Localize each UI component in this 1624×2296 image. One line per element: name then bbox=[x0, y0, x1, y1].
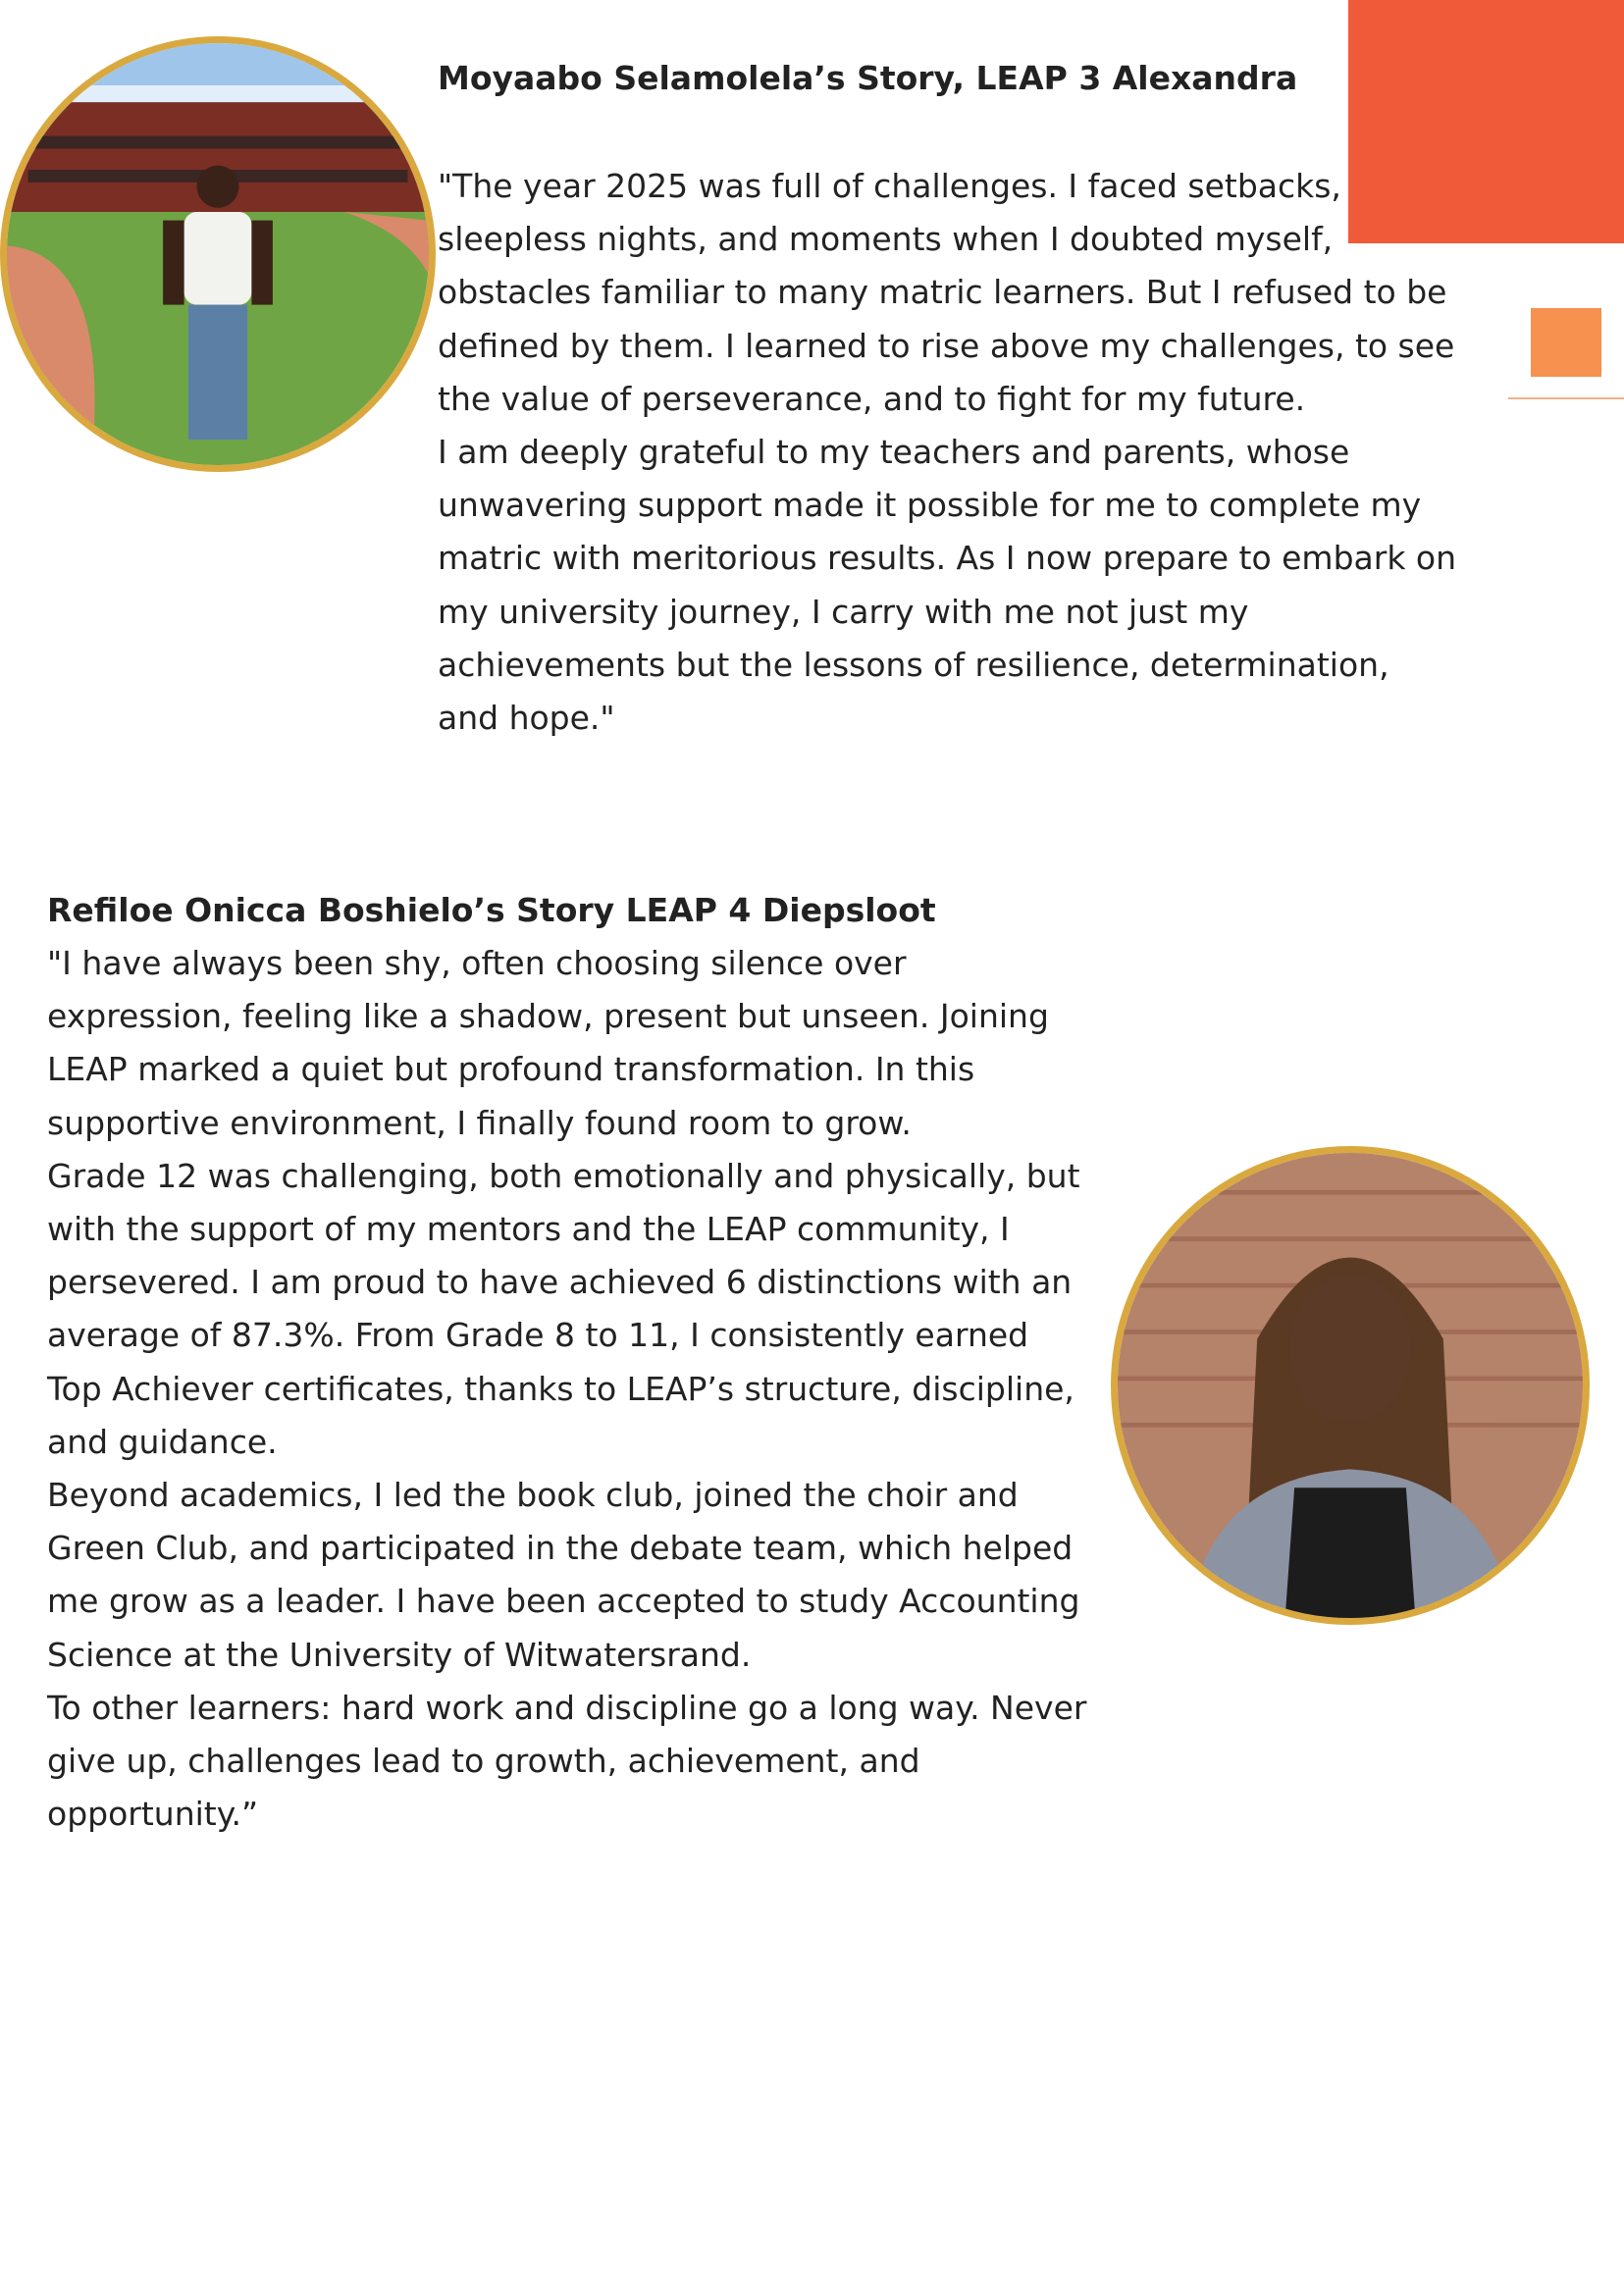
story-paragraph: Beyond academics, I led the book club, joined the choir and Green Club, and participated in the debate team, which helped me grow as a leader. I have been accepted to study Accounting Science at the University of Witwatersrand. bbox=[47, 1476, 1080, 1674]
decorative-divider bbox=[1508, 397, 1624, 399]
portrait-photo-icon bbox=[1118, 1153, 1583, 1618]
story-photo-refiloe bbox=[1111, 1146, 1590, 1625]
portrait-photo-icon bbox=[7, 43, 429, 465]
story-body bbox=[438, 160, 1458, 745]
story-paragraph: Grade 12 was challenging, both emotionally and physically, but with the support of my mentors and the LEAP community, I persevered. I am proud to have achieved 6 distinctions with an average of 87.3%. From Grade 8 to 11, I consistently earned Top Achiever certificates, thanks to LEAP’s structure, discipline, and guidance. bbox=[47, 1156, 1080, 1461]
story-photo-moyaabo bbox=[0, 36, 436, 472]
decorative-orange-square bbox=[1531, 308, 1601, 377]
story-paragraph: "The year 2025 was full of challenges. I faced setbacks, sleepless nights, and moments when I doubted myself, obstacles familiar to many matric learners. But I refused to be defined by them. I learned to rise above my challenges, to see the value of perseverance, and to fight for my future. bbox=[438, 167, 1455, 418]
story-paragraph: To other learners: hard work and discipline go a long way. Never give up, challenges lead to growth, achievement, and opportunity.” bbox=[47, 1688, 1087, 1834]
story-paragraph: "I have always been shy, often choosing silence over expression, feeling like a shadow, present but unseen. Joining LEAP marked a quiet but profound transformation. In this supportive environment, I finally found room to grow. bbox=[47, 944, 1049, 1142]
story-body bbox=[47, 937, 1087, 1841]
story-title: Refiloe Onicca Boshielo’s Story LEAP 4 Diepsloot bbox=[47, 891, 936, 929]
story-title: Moyaabo Selamolela’s Story, LEAP 3 Alexandra bbox=[438, 59, 1298, 97]
story-paragraph: I am deeply grateful to my teachers and parents, whose unwavering support made it possible for me to complete my matric with meritorious results. As I now prepare to embark on my university journey, I carry with me not just my achievements but the lessons of resilience, determination, and hope." bbox=[438, 433, 1457, 738]
